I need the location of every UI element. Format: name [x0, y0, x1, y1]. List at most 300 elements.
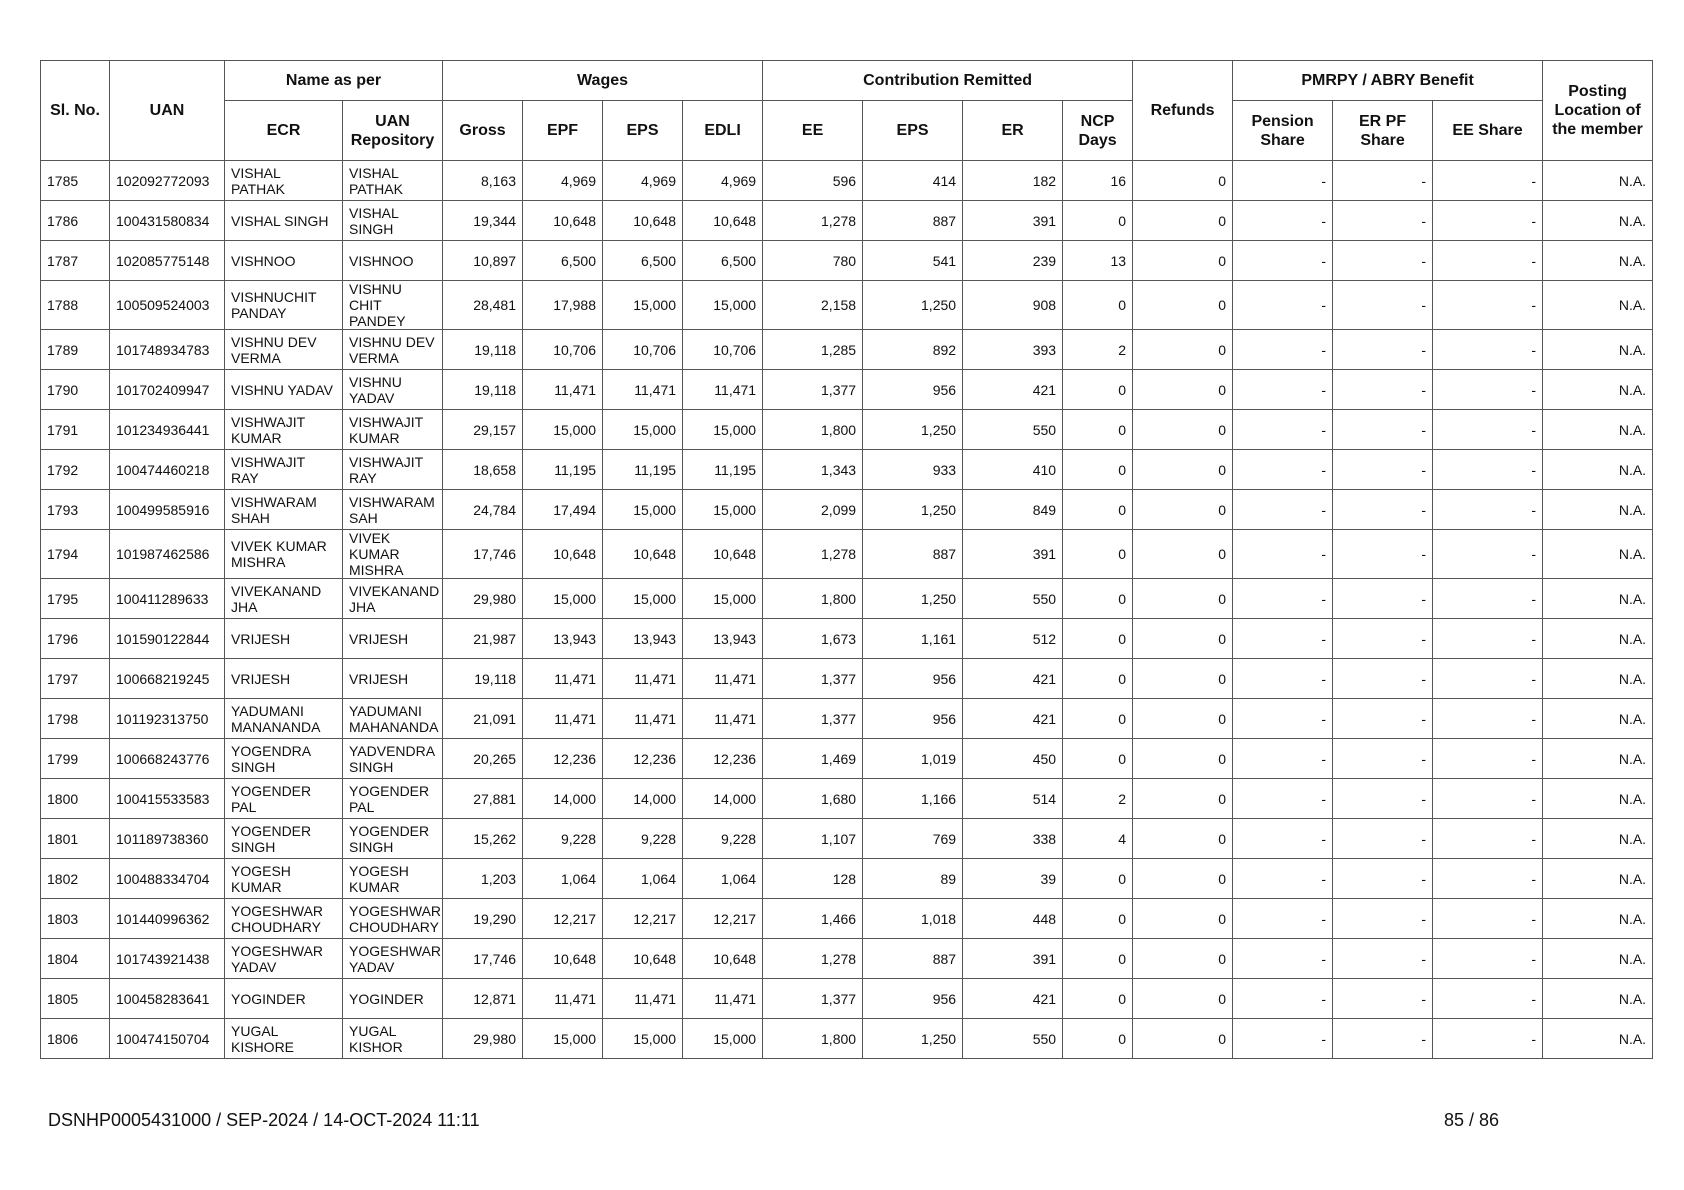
table-row — [41, 659, 1653, 699]
cell-posting-location: N.A. — [1543, 699, 1653, 739]
cell-edli: 9,228 — [683, 819, 763, 859]
cell-pension-share: - — [1233, 699, 1333, 739]
cell-ncp-days: 0 — [1063, 370, 1133, 410]
cell-contribution-eps: 1,250 — [863, 281, 963, 330]
cell-edli: 6,500 — [683, 241, 763, 281]
cell-refunds: 0 — [1133, 530, 1233, 579]
cell-gross: 19,118 — [443, 370, 523, 410]
cell-er-pf-share: - — [1333, 579, 1433, 619]
cell-ecr-name: VISHAL PATHAK — [225, 161, 343, 201]
cell-epf: 11,471 — [523, 979, 603, 1019]
cell-refunds: 0 — [1133, 619, 1233, 659]
cell-gross: 24,784 — [443, 490, 523, 530]
cell-refunds: 0 — [1133, 579, 1233, 619]
cell-er: 393 — [963, 330, 1063, 370]
cell-ecr-name: YOGENDER PAL — [225, 779, 343, 819]
cell-er: 450 — [963, 739, 1063, 779]
cell-uan-repository-name: YUGAL KISHOR — [343, 1019, 443, 1059]
cell-edli: 4,969 — [683, 161, 763, 201]
cell-ee: 1,278 — [763, 530, 863, 579]
cell-uan-repository-name: VISHNU CHIT PANDEY — [343, 281, 443, 330]
cell-refunds: 0 — [1133, 979, 1233, 1019]
cell-edli: 1,064 — [683, 859, 763, 899]
cell-contribution-eps: 1,250 — [863, 490, 963, 530]
cell-refunds: 0 — [1133, 899, 1233, 939]
cell-ncp-days: 0 — [1063, 1019, 1133, 1059]
cell-ee: 2,158 — [763, 281, 863, 330]
cell-uan-repository-name: VISHAL PATHAK — [343, 161, 443, 201]
cell-ee: 1,466 — [763, 899, 863, 939]
cell-ee: 1,278 — [763, 939, 863, 979]
cell-ee-share: - — [1433, 370, 1543, 410]
cell-sl-no: 1799 — [41, 739, 110, 779]
cell-er: 448 — [963, 899, 1063, 939]
cell-epf: 12,217 — [523, 899, 603, 939]
cell-ncp-days: 2 — [1063, 779, 1133, 819]
header-wages-group: Wages — [443, 61, 763, 101]
cell-er: 410 — [963, 450, 1063, 490]
cell-er-pf-share: - — [1333, 281, 1433, 330]
cell-contribution-eps: 956 — [863, 699, 963, 739]
cell-ncp-days: 0 — [1063, 699, 1133, 739]
cell-er: 421 — [963, 979, 1063, 1019]
table-row — [41, 281, 1653, 330]
cell-eps: 11,471 — [603, 979, 683, 1019]
cell-epf: 11,195 — [523, 450, 603, 490]
cell-uan-repository-name: YOGINDER — [343, 979, 443, 1019]
cell-ncp-days: 0 — [1063, 979, 1133, 1019]
cell-pension-share: - — [1233, 979, 1333, 1019]
cell-epf: 4,969 — [523, 161, 603, 201]
cell-eps: 11,471 — [603, 699, 683, 739]
ecr-table — [40, 60, 1653, 1059]
header-pension-share: Pension Share — [1233, 101, 1333, 161]
table-row — [41, 490, 1653, 530]
cell-sl-no: 1804 — [41, 939, 110, 979]
cell-pension-share: - — [1233, 939, 1333, 979]
cell-pension-share: - — [1233, 859, 1333, 899]
cell-sl-no: 1794 — [41, 530, 110, 579]
cell-uan: 102085775148 — [110, 241, 225, 281]
cell-ecr-name: VISHNUCHIT PANDAY — [225, 281, 343, 330]
cell-epf: 10,706 — [523, 330, 603, 370]
cell-gross: 21,987 — [443, 619, 523, 659]
cell-gross: 19,118 — [443, 659, 523, 699]
cell-uan-repository-name: VISHNOO — [343, 241, 443, 281]
cell-er-pf-share: - — [1333, 370, 1433, 410]
header-ecr: ECR — [225, 101, 343, 161]
cell-ee: 128 — [763, 859, 863, 899]
cell-ecr-name: VRIJESH — [225, 659, 343, 699]
cell-er-pf-share: - — [1333, 779, 1433, 819]
cell-uan-repository-name: YADUMANI MAHANANDA — [343, 699, 443, 739]
cell-er: 512 — [963, 619, 1063, 659]
cell-pension-share: - — [1233, 530, 1333, 579]
table-row — [41, 979, 1653, 1019]
cell-epf: 15,000 — [523, 410, 603, 450]
cell-ncp-days: 2 — [1063, 330, 1133, 370]
cell-er: 849 — [963, 490, 1063, 530]
cell-edli: 12,236 — [683, 739, 763, 779]
cell-ncp-days: 0 — [1063, 530, 1133, 579]
cell-edli: 13,943 — [683, 619, 763, 659]
cell-eps: 10,648 — [603, 201, 683, 241]
table-row — [41, 370, 1653, 410]
cell-gross: 15,262 — [443, 819, 523, 859]
cell-uan: 100474150704 — [110, 1019, 225, 1059]
cell-refunds: 0 — [1133, 939, 1233, 979]
cell-ncp-days: 0 — [1063, 619, 1133, 659]
cell-epf: 15,000 — [523, 1019, 603, 1059]
cell-edli: 10,648 — [683, 939, 763, 979]
table-row — [41, 739, 1653, 779]
cell-refunds: 0 — [1133, 330, 1233, 370]
cell-pension-share: - — [1233, 779, 1333, 819]
cell-posting-location: N.A. — [1543, 490, 1653, 530]
cell-uan: 100499585916 — [110, 490, 225, 530]
cell-sl-no: 1787 — [41, 241, 110, 281]
cell-ecr-name: YOGENDRA SINGH — [225, 739, 343, 779]
cell-gross: 28,481 — [443, 281, 523, 330]
footer-document-id: DSNHP0005431000 / SEP-2024 / 14-OCT-2024 11:11 — [48, 1110, 480, 1130]
cell-uan: 100415533583 — [110, 779, 225, 819]
cell-refunds: 0 — [1133, 739, 1233, 779]
cell-ncp-days: 0 — [1063, 410, 1133, 450]
cell-sl-no: 1800 — [41, 779, 110, 819]
cell-pension-share: - — [1233, 739, 1333, 779]
cell-edli: 11,471 — [683, 699, 763, 739]
cell-ee-share: - — [1433, 281, 1543, 330]
table-row — [41, 1019, 1653, 1059]
cell-posting-location: N.A. — [1543, 161, 1653, 201]
cell-er: 239 — [963, 241, 1063, 281]
cell-sl-no: 1789 — [41, 330, 110, 370]
cell-gross: 12,871 — [443, 979, 523, 1019]
cell-edli: 10,648 — [683, 201, 763, 241]
cell-edli: 11,471 — [683, 659, 763, 699]
cell-ee: 1,377 — [763, 699, 863, 739]
header-eps: EPS — [603, 101, 683, 161]
header-refunds: Refunds — [1133, 61, 1233, 161]
cell-gross: 17,746 — [443, 530, 523, 579]
cell-posting-location: N.A. — [1543, 859, 1653, 899]
cell-edli: 11,195 — [683, 450, 763, 490]
cell-er: 550 — [963, 410, 1063, 450]
cell-ecr-name: VISHAL SINGH — [225, 201, 343, 241]
cell-ee: 1,107 — [763, 819, 863, 859]
cell-er: 338 — [963, 819, 1063, 859]
header-gross: Gross — [443, 101, 523, 161]
cell-contribution-eps: 769 — [863, 819, 963, 859]
table-row — [41, 330, 1653, 370]
table-header — [41, 61, 1653, 161]
header-contribution-eps: EPS — [863, 101, 963, 161]
cell-eps: 13,943 — [603, 619, 683, 659]
cell-ecr-name: YOGESHWAR YADAV — [225, 939, 343, 979]
cell-er: 391 — [963, 939, 1063, 979]
cell-ee-share: - — [1433, 939, 1543, 979]
cell-eps: 4,969 — [603, 161, 683, 201]
cell-eps: 15,000 — [603, 579, 683, 619]
cell-uan: 100488334704 — [110, 859, 225, 899]
cell-ecr-name: VIVEKANAND JHA — [225, 579, 343, 619]
cell-edli: 15,000 — [683, 281, 763, 330]
cell-epf: 10,648 — [523, 939, 603, 979]
cell-contribution-eps: 1,250 — [863, 1019, 963, 1059]
cell-epf: 9,228 — [523, 819, 603, 859]
cell-ee-share: - — [1433, 450, 1543, 490]
cell-edli: 15,000 — [683, 1019, 763, 1059]
header-uan-repository: UAN Repository — [343, 101, 443, 161]
header-epf: EPF — [523, 101, 603, 161]
cell-uan: 101192313750 — [110, 699, 225, 739]
cell-posting-location: N.A. — [1543, 579, 1653, 619]
header-ncp-days: NCP Days — [1063, 101, 1133, 161]
cell-uan-repository-name: VISHWAJIT RAY — [343, 450, 443, 490]
cell-ncp-days: 0 — [1063, 450, 1133, 490]
cell-refunds: 0 — [1133, 161, 1233, 201]
cell-pension-share: - — [1233, 490, 1333, 530]
cell-sl-no: 1790 — [41, 370, 110, 410]
cell-refunds: 0 — [1133, 659, 1233, 699]
header-sl-no: Sl. No. — [41, 61, 110, 161]
cell-gross: 19,290 — [443, 899, 523, 939]
cell-ee: 1,278 — [763, 201, 863, 241]
cell-ee: 1,343 — [763, 450, 863, 490]
cell-contribution-eps: 1,250 — [863, 410, 963, 450]
cell-er: 39 — [963, 859, 1063, 899]
cell-gross: 17,746 — [443, 939, 523, 979]
cell-pension-share: - — [1233, 201, 1333, 241]
table-row — [41, 450, 1653, 490]
cell-refunds: 0 — [1133, 450, 1233, 490]
cell-contribution-eps: 892 — [863, 330, 963, 370]
cell-contribution-eps: 541 — [863, 241, 963, 281]
cell-contribution-eps: 1,019 — [863, 739, 963, 779]
cell-er-pf-share: - — [1333, 201, 1433, 241]
cell-eps: 11,471 — [603, 370, 683, 410]
cell-pension-share: - — [1233, 659, 1333, 699]
cell-ee-share: - — [1433, 699, 1543, 739]
cell-gross: 18,658 — [443, 450, 523, 490]
cell-ee: 1,800 — [763, 1019, 863, 1059]
cell-ee: 1,673 — [763, 619, 863, 659]
cell-epf: 17,494 — [523, 490, 603, 530]
table-row — [41, 579, 1653, 619]
cell-er-pf-share: - — [1333, 241, 1433, 281]
cell-ecr-name: YADUMANI MANANANDA — [225, 699, 343, 739]
table-row — [41, 410, 1653, 450]
cell-edli: 10,706 — [683, 330, 763, 370]
cell-uan: 101743921438 — [110, 939, 225, 979]
cell-uan: 101987462586 — [110, 530, 225, 579]
cell-er-pf-share: - — [1333, 819, 1433, 859]
cell-edli: 15,000 — [683, 579, 763, 619]
cell-posting-location: N.A. — [1543, 450, 1653, 490]
cell-er-pf-share: - — [1333, 450, 1433, 490]
cell-contribution-eps: 956 — [863, 659, 963, 699]
header-er-pf-share: ER PF Share — [1333, 101, 1433, 161]
cell-er-pf-share: - — [1333, 410, 1433, 450]
cell-uan-repository-name: VISHNU YADAV — [343, 370, 443, 410]
cell-ee: 1,800 — [763, 410, 863, 450]
cell-contribution-eps: 1,250 — [863, 579, 963, 619]
cell-eps: 12,217 — [603, 899, 683, 939]
cell-epf: 10,648 — [523, 530, 603, 579]
cell-uan: 101590122844 — [110, 619, 225, 659]
header-edli: EDLI — [683, 101, 763, 161]
cell-eps: 15,000 — [603, 410, 683, 450]
cell-contribution-eps: 956 — [863, 979, 963, 1019]
cell-contribution-eps: 1,166 — [863, 779, 963, 819]
cell-ncp-days: 13 — [1063, 241, 1133, 281]
cell-gross: 8,163 — [443, 161, 523, 201]
cell-sl-no: 1795 — [41, 579, 110, 619]
footer-page-number: 85 / 86 — [1444, 1110, 1500, 1130]
cell-uan-repository-name: VISHWARAM SAH — [343, 490, 443, 530]
cell-eps: 1,064 — [603, 859, 683, 899]
cell-eps: 6,500 — [603, 241, 683, 281]
cell-contribution-eps: 956 — [863, 370, 963, 410]
cell-gross: 21,091 — [443, 699, 523, 739]
cell-refunds: 0 — [1133, 1019, 1233, 1059]
cell-epf: 6,500 — [523, 241, 603, 281]
cell-ee: 1,377 — [763, 659, 863, 699]
cell-edli: 11,471 — [683, 370, 763, 410]
header-name-group: Name as per — [225, 61, 443, 101]
cell-ee-share: - — [1433, 899, 1543, 939]
cell-ncp-days: 0 — [1063, 899, 1133, 939]
table-row — [41, 530, 1653, 579]
cell-er: 908 — [963, 281, 1063, 330]
cell-ncp-days: 16 — [1063, 161, 1133, 201]
cell-eps: 15,000 — [603, 281, 683, 330]
cell-posting-location: N.A. — [1543, 739, 1653, 779]
cell-ncp-days: 4 — [1063, 819, 1133, 859]
cell-sl-no: 1805 — [41, 979, 110, 1019]
cell-posting-location: N.A. — [1543, 370, 1653, 410]
cell-posting-location: N.A. — [1543, 979, 1653, 1019]
cell-pension-share: - — [1233, 241, 1333, 281]
cell-uan: 100474460218 — [110, 450, 225, 490]
cell-posting-location: N.A. — [1543, 530, 1653, 579]
cell-posting-location: N.A. — [1543, 241, 1653, 281]
cell-eps: 15,000 — [603, 490, 683, 530]
table-row — [41, 699, 1653, 739]
cell-ncp-days: 0 — [1063, 281, 1133, 330]
cell-ee-share: - — [1433, 161, 1543, 201]
cell-ncp-days: 0 — [1063, 659, 1133, 699]
cell-er: 182 — [963, 161, 1063, 201]
cell-gross: 29,980 — [443, 579, 523, 619]
cell-posting-location: N.A. — [1543, 1019, 1653, 1059]
cell-uan-repository-name: YOGESHWAR YADAV — [343, 939, 443, 979]
cell-posting-location: N.A. — [1543, 659, 1653, 699]
cell-ecr-name: YUGAL KISHORE — [225, 1019, 343, 1059]
cell-ee-share: - — [1433, 659, 1543, 699]
cell-ecr-name: VISHWARAM SHAH — [225, 490, 343, 530]
cell-ee-share: - — [1433, 859, 1543, 899]
cell-ee-share: - — [1433, 619, 1543, 659]
cell-uan-repository-name: YADVENDRA SINGH — [343, 739, 443, 779]
cell-refunds: 0 — [1133, 490, 1233, 530]
cell-uan: 100509524003 — [110, 281, 225, 330]
cell-eps: 14,000 — [603, 779, 683, 819]
cell-ee-share: - — [1433, 1019, 1543, 1059]
cell-uan: 102092772093 — [110, 161, 225, 201]
cell-uan-repository-name: VIVEK KUMAR MISHRA — [343, 530, 443, 579]
cell-epf: 13,943 — [523, 619, 603, 659]
cell-contribution-eps: 887 — [863, 201, 963, 241]
cell-uan-repository-name: YOGENDER PAL — [343, 779, 443, 819]
cell-sl-no: 1786 — [41, 201, 110, 241]
cell-posting-location: N.A. — [1543, 619, 1653, 659]
cell-uan: 100458283641 — [110, 979, 225, 1019]
cell-gross: 10,897 — [443, 241, 523, 281]
cell-refunds: 0 — [1133, 281, 1233, 330]
cell-pension-share: - — [1233, 899, 1333, 939]
cell-uan-repository-name: VISHNU DEV VERMA — [343, 330, 443, 370]
cell-sl-no: 1792 — [41, 450, 110, 490]
cell-sl-no: 1801 — [41, 819, 110, 859]
cell-ncp-days: 0 — [1063, 579, 1133, 619]
cell-ncp-days: 0 — [1063, 739, 1133, 779]
cell-er-pf-share: - — [1333, 739, 1433, 779]
cell-contribution-eps: 887 — [863, 939, 963, 979]
cell-refunds: 0 — [1133, 699, 1233, 739]
cell-eps: 9,228 — [603, 819, 683, 859]
cell-posting-location: N.A. — [1543, 281, 1653, 330]
cell-ee: 596 — [763, 161, 863, 201]
cell-eps: 10,648 — [603, 939, 683, 979]
cell-ee-share: - — [1433, 410, 1543, 450]
cell-sl-no: 1791 — [41, 410, 110, 450]
cell-ecr-name: YOGESH KUMAR — [225, 859, 343, 899]
cell-ee-share: - — [1433, 739, 1543, 779]
cell-ecr-name: VISHNU DEV VERMA — [225, 330, 343, 370]
cell-edli: 12,217 — [683, 899, 763, 939]
cell-uan: 100411289633 — [110, 579, 225, 619]
table-row — [41, 241, 1653, 281]
cell-uan: 101440996362 — [110, 899, 225, 939]
header-benefit-group: PMRPY / ABRY Benefit — [1233, 61, 1543, 101]
table-row — [41, 779, 1653, 819]
cell-er: 391 — [963, 530, 1063, 579]
cell-er-pf-share: - — [1333, 161, 1433, 201]
cell-contribution-eps: 1,161 — [863, 619, 963, 659]
header-er: ER — [963, 101, 1063, 161]
cell-ee: 1,377 — [763, 979, 863, 1019]
cell-eps: 10,706 — [603, 330, 683, 370]
cell-contribution-eps: 89 — [863, 859, 963, 899]
cell-contribution-eps: 887 — [863, 530, 963, 579]
cell-ee: 1,377 — [763, 370, 863, 410]
cell-gross: 1,203 — [443, 859, 523, 899]
cell-uan-repository-name: YOGESHWAR CHOUDHARY — [343, 899, 443, 939]
cell-refunds: 0 — [1133, 241, 1233, 281]
cell-er-pf-share: - — [1333, 699, 1433, 739]
cell-ee: 1,800 — [763, 579, 863, 619]
cell-uan-repository-name: VRIJESH — [343, 659, 443, 699]
cell-ee-share: - — [1433, 979, 1543, 1019]
cell-er-pf-share: - — [1333, 330, 1433, 370]
cell-er: 391 — [963, 201, 1063, 241]
cell-sl-no: 1798 — [41, 699, 110, 739]
cell-contribution-eps: 414 — [863, 161, 963, 201]
cell-refunds: 0 — [1133, 370, 1233, 410]
cell-refunds: 0 — [1133, 859, 1233, 899]
cell-posting-location: N.A. — [1543, 330, 1653, 370]
